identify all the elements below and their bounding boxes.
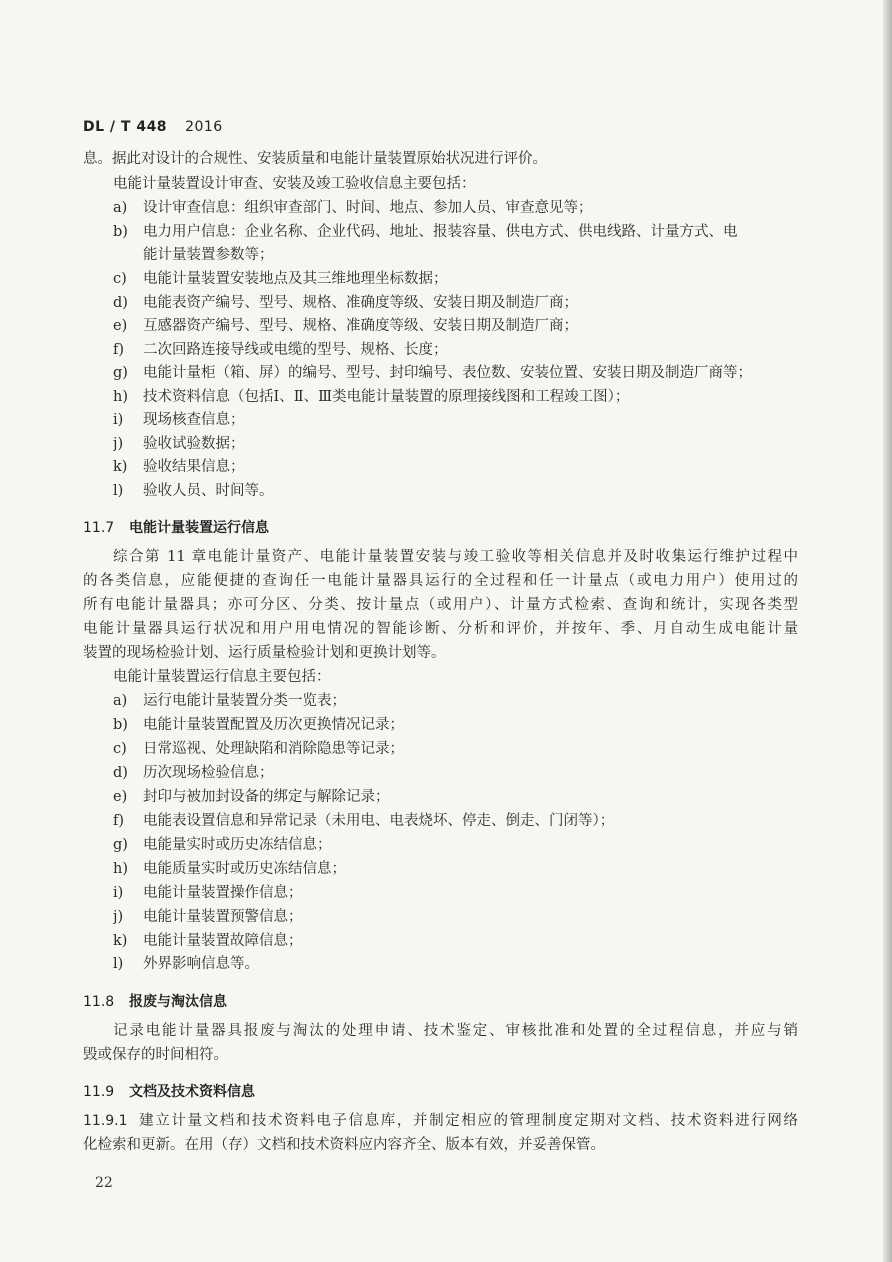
- item-label: c): [113, 741, 127, 757]
- list-item: [113, 714, 798, 736]
- standard-code: DL / T 448: [83, 119, 168, 135]
- list-item: [113, 480, 798, 502]
- paragraph-line: 电能计量器具运行状况和用户用电情况的智能诊断、分析和评价，并按年、季、月自动生成电能计量: [83, 621, 798, 637]
- item-label: f): [113, 813, 125, 829]
- item-label: d): [113, 765, 128, 781]
- item-label: g): [113, 365, 128, 381]
- item-label: k): [113, 459, 128, 475]
- paragraph-line: 的各类信息，应能便捷的查询任一电能计量器具运行的全过程和任一计量点（或电力用户）使用过的: [83, 573, 798, 589]
- item-text: 电能计量柜（箱、屏）的编号、型号、封印编号、表位数、安装位置、安装日期及制造厂商等；: [143, 365, 752, 381]
- item-text: 历次现场检验信息；: [143, 765, 274, 781]
- list-item: [113, 268, 798, 290]
- item-label: j): [113, 436, 124, 452]
- section-title: 文档及技术资料信息: [129, 1084, 255, 1100]
- item-text: 封印与被加封设备的绑定与解除记录；: [143, 789, 390, 805]
- list-item: [113, 292, 798, 314]
- list-item: [113, 834, 798, 856]
- paragraph-line: 记录电能计量器具报废与淘汰的处理申请、技术鉴定、审核批准和处置的全过程信息，并应与销: [113, 1023, 798, 1039]
- page-number: 22: [95, 1175, 113, 1191]
- intro-line: 息。据此对设计的合规性、安装质量和电能计量装置原始状况进行评价。: [83, 151, 547, 167]
- item-label: e): [113, 318, 128, 334]
- section-title: 报废与淘汰信息: [129, 994, 227, 1010]
- list-item: [113, 456, 798, 478]
- section-number: 11.9: [83, 1084, 115, 1100]
- item-label: h): [113, 389, 128, 405]
- item-text: 现场核查信息；: [143, 412, 245, 428]
- item-label: c): [113, 271, 127, 287]
- item-label: l): [113, 956, 124, 972]
- item-continuation: 能计量装置参数等；: [143, 247, 274, 263]
- list-item: [113, 315, 798, 337]
- section-title: 电能计量装置运行信息: [129, 520, 269, 536]
- item-text: 电能计量装置预警信息；: [143, 909, 303, 925]
- list-item: [113, 906, 798, 928]
- item-text: 电力用户信息：企业名称、企业代码、地址、报装容量、供电方式、供电线路、计量方式、电: [143, 224, 738, 240]
- list-item: [113, 858, 798, 880]
- item-label: j): [113, 909, 124, 925]
- item-text: 二次回路连接导线或电缆的型号、规格、长度；: [143, 342, 448, 358]
- item-label: f): [113, 342, 125, 358]
- list-item: [113, 339, 798, 361]
- list-item: [113, 930, 798, 952]
- item-label: e): [113, 789, 128, 805]
- paragraph-line: 毁或保存的时间相符。: [83, 1047, 228, 1063]
- list-item: [113, 810, 798, 832]
- list-item: [113, 690, 798, 712]
- item-label: i): [113, 412, 124, 428]
- item-label: i): [113, 885, 124, 901]
- item-label: l): [113, 483, 124, 499]
- item-text: 电能计量装置操作信息；: [143, 885, 303, 901]
- clause-number: 11.9.1: [83, 1113, 128, 1129]
- item-text: 日常巡视、处理缺陷和消除隐患等记录；: [143, 741, 404, 757]
- list-item: [113, 197, 798, 219]
- section-lead: 电能计量装置运行信息主要包括：: [113, 669, 331, 685]
- list-item: [113, 786, 798, 808]
- paragraph-line: 所有电能计量器具；亦可分区、分类、按计量点（或用户）、计量方式检索、查询和统计，实现各类型: [83, 597, 798, 613]
- paragraph-line: 装置的现场检验计划、运行质量检验计划和更换计划等。: [83, 645, 446, 661]
- section-number: 11.8: [83, 994, 115, 1010]
- list-item: [113, 762, 798, 784]
- item-text: 电能计量装置安装地点及其三维地理坐标数据；: [143, 271, 448, 287]
- clause-line: 化检索和更新。在用（存）文档和技术资料应内容齐全、版本有效，并妥善保管。: [83, 1137, 605, 1153]
- section-heading-11-8: [83, 991, 227, 1011]
- item-text: 验收试验数据；: [143, 436, 245, 452]
- item-text: 设计审查信息：组织审查部门、时间、地点、参加人员、审查意见等；: [143, 200, 593, 216]
- clause-text: 建立计量文档和技术资料电子信息库，并制定相应的管理制度定期对文档、技术资料进行网络: [137, 1113, 798, 1129]
- item-text: 外界影响信息等。: [143, 956, 259, 972]
- item-label: h): [113, 861, 128, 877]
- item-text: 运行电能计量装置分类一览表；: [143, 693, 346, 709]
- paragraph-line: 综合第 11 章电能计量资产、电能计量装置安装与竣工验收等相关信息并及时收集运行维护过程中: [113, 549, 798, 565]
- page-edge-shadow: [883, 0, 892, 1262]
- item-label: g): [113, 837, 128, 853]
- section-heading-11-7: [83, 517, 269, 537]
- list-item: [113, 362, 798, 384]
- item-text: 电能计量装置配置及历次更换情况记录；: [143, 717, 404, 733]
- item-label: b): [113, 717, 128, 733]
- list-item: [113, 953, 798, 975]
- item-text: 验收人员、时间等。: [143, 483, 274, 499]
- list-item: [113, 386, 798, 408]
- item-label: b): [113, 224, 128, 240]
- list-item: [113, 409, 798, 431]
- list-item: [113, 882, 798, 904]
- standard-header: [83, 119, 223, 135]
- list-item: [113, 738, 798, 760]
- item-text: 技术资料信息（包括Ⅰ、Ⅱ、Ⅲ类电能计量装置的原理接线图和工程竣工图）；: [143, 389, 630, 405]
- standard-year: 2016: [185, 119, 223, 135]
- list-item: [113, 221, 798, 243]
- item-text: 互感器资产编号、型号、规格、准确度等级、安装日期及制造厂商；: [143, 318, 578, 334]
- section-number: 11.7: [83, 520, 115, 536]
- section-heading-11-9: [83, 1081, 255, 1101]
- item-text: 电能计量装置故障信息；: [143, 933, 303, 949]
- item-label: d): [113, 295, 128, 311]
- clause-line: [83, 1110, 798, 1132]
- item-text: 电能质量实时或历史冻结信息；: [143, 861, 346, 877]
- intro-lead: 电能计量装置设计审查、安装及竣工验收信息主要包括：: [113, 176, 476, 192]
- item-text: 电能量实时或历史冻结信息；: [143, 837, 332, 853]
- item-label: a): [113, 200, 128, 216]
- list-item: [113, 433, 798, 455]
- item-label: a): [113, 693, 128, 709]
- item-text: 电能表资产编号、型号、规格、准确度等级、安装日期及制造厂商；: [143, 295, 578, 311]
- item-label: k): [113, 933, 128, 949]
- item-text: 验收结果信息；: [143, 459, 245, 475]
- item-text: 电能表设置信息和异常记录（未用电、电表烧坏、停走、倒走、门闭等）；: [143, 813, 615, 829]
